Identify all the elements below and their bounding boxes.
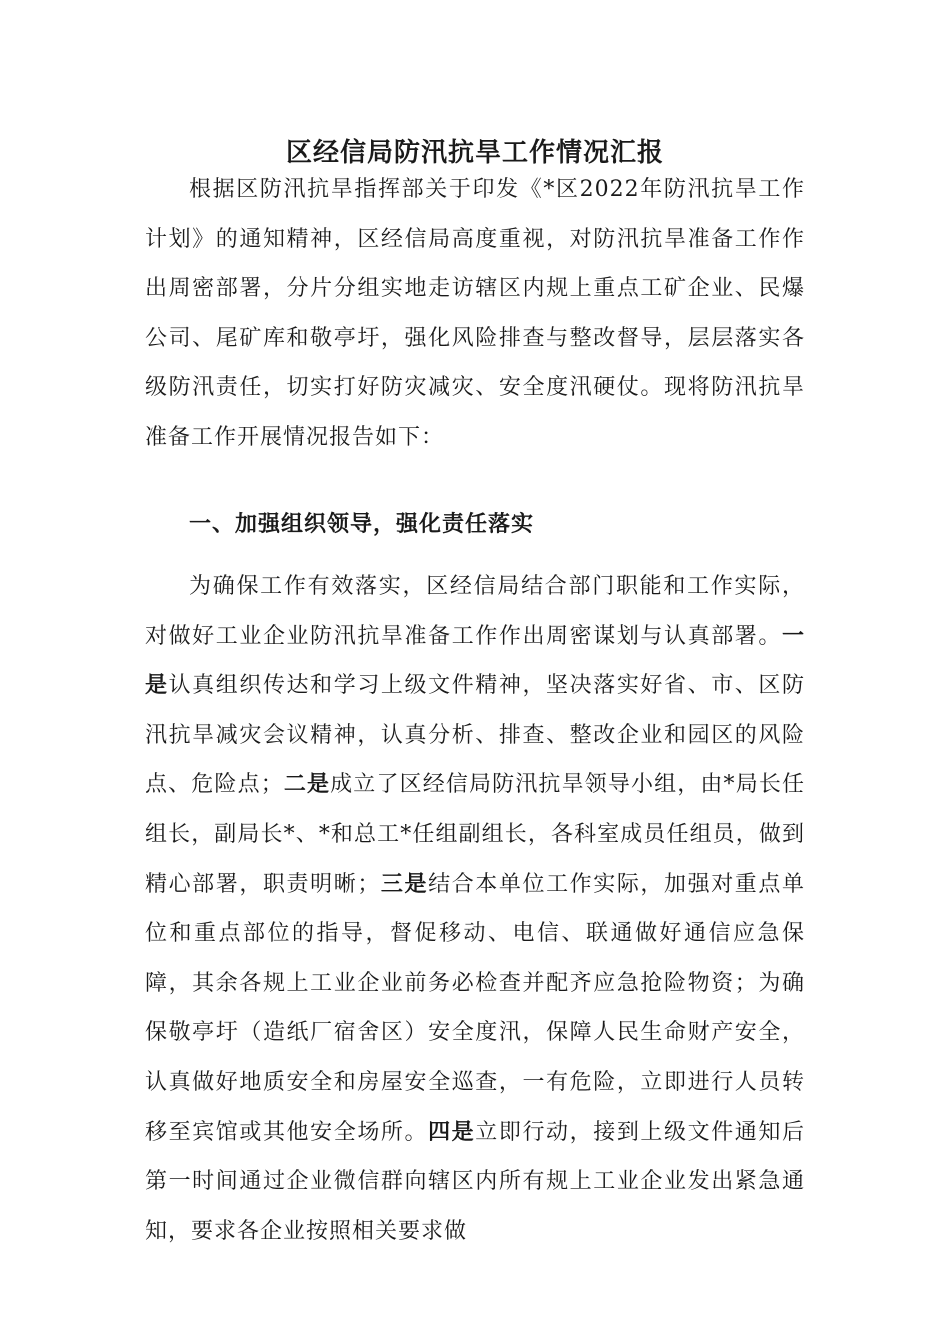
document-title: 区经信局防汛抗旱工作情况汇报 [285,138,664,168]
paragraph-text: 立即行动，接到上级文件通知后第一时间通过企业微信群向辖区内所有规上工业企业发出紧急通知，要求各企业按照相关要求做 [145,1119,805,1244]
keyword-third: 三是 [380,870,429,897]
paragraph-text: 认真组织传达和学习上级文件精神，坚决落实好省、市、区防汛抗旱减灾会议精神，认真分析、排查、整改企业和园区的风险点、危险点； [145,673,805,798]
paragraph-text: 成立了区经信局防汛抗旱领导小组，由*局长任组长，副局长*、*和总工*任组副组长，各科室成员任组员，做到精心部署，职责明晰； [145,772,805,897]
keyword-second: 二是 [283,771,331,798]
section-paragraph [145,562,805,1256]
keyword-fourth: 四是 [428,1118,476,1145]
paragraph-text: 结合本单位工作实际，加强对重点单位和重点部位的指导，督促移动、电信、联通做好通信应急保障，其余各规上工业企业前务必检查并配齐应急抢险物资；为确保敬亭圩（造纸厂宿舍区）安全度汛，保障人民生命财产安全，认真做好地质安全和房屋安全巡查，一有危险，立即进行人员转移至宾馆或其他安全场所。 [145,871,805,1145]
keyword-first: 一是 [145,622,805,699]
paragraph-text: 为确保工作有效落实，区经信局结合部门职能和工作实际，对做好工业企业防汛抗旱准备工作作出周密谋划与认真部署。 [145,574,805,649]
intro-paragraph: 根据区防汛抗旱指挥部关于印发《*区2022年防汛抗旱工作计划》的通知精神，区经信局高度重视，对防汛抗旱准备工作作出周密部署，分片分组实地走访辖区内规上重点工矿企业、民爆公司、尾矿库和敬亭圩，强化风险排查与整改督导，层层落实各级防汛责任，切实打好防灾减灾、安全度汛硬仗。现将防汛抗旱准备工作开展情况报告如下： [145,177,805,450]
section-heading: 一、加强组织领导，强化责任落实 [189,511,535,537]
